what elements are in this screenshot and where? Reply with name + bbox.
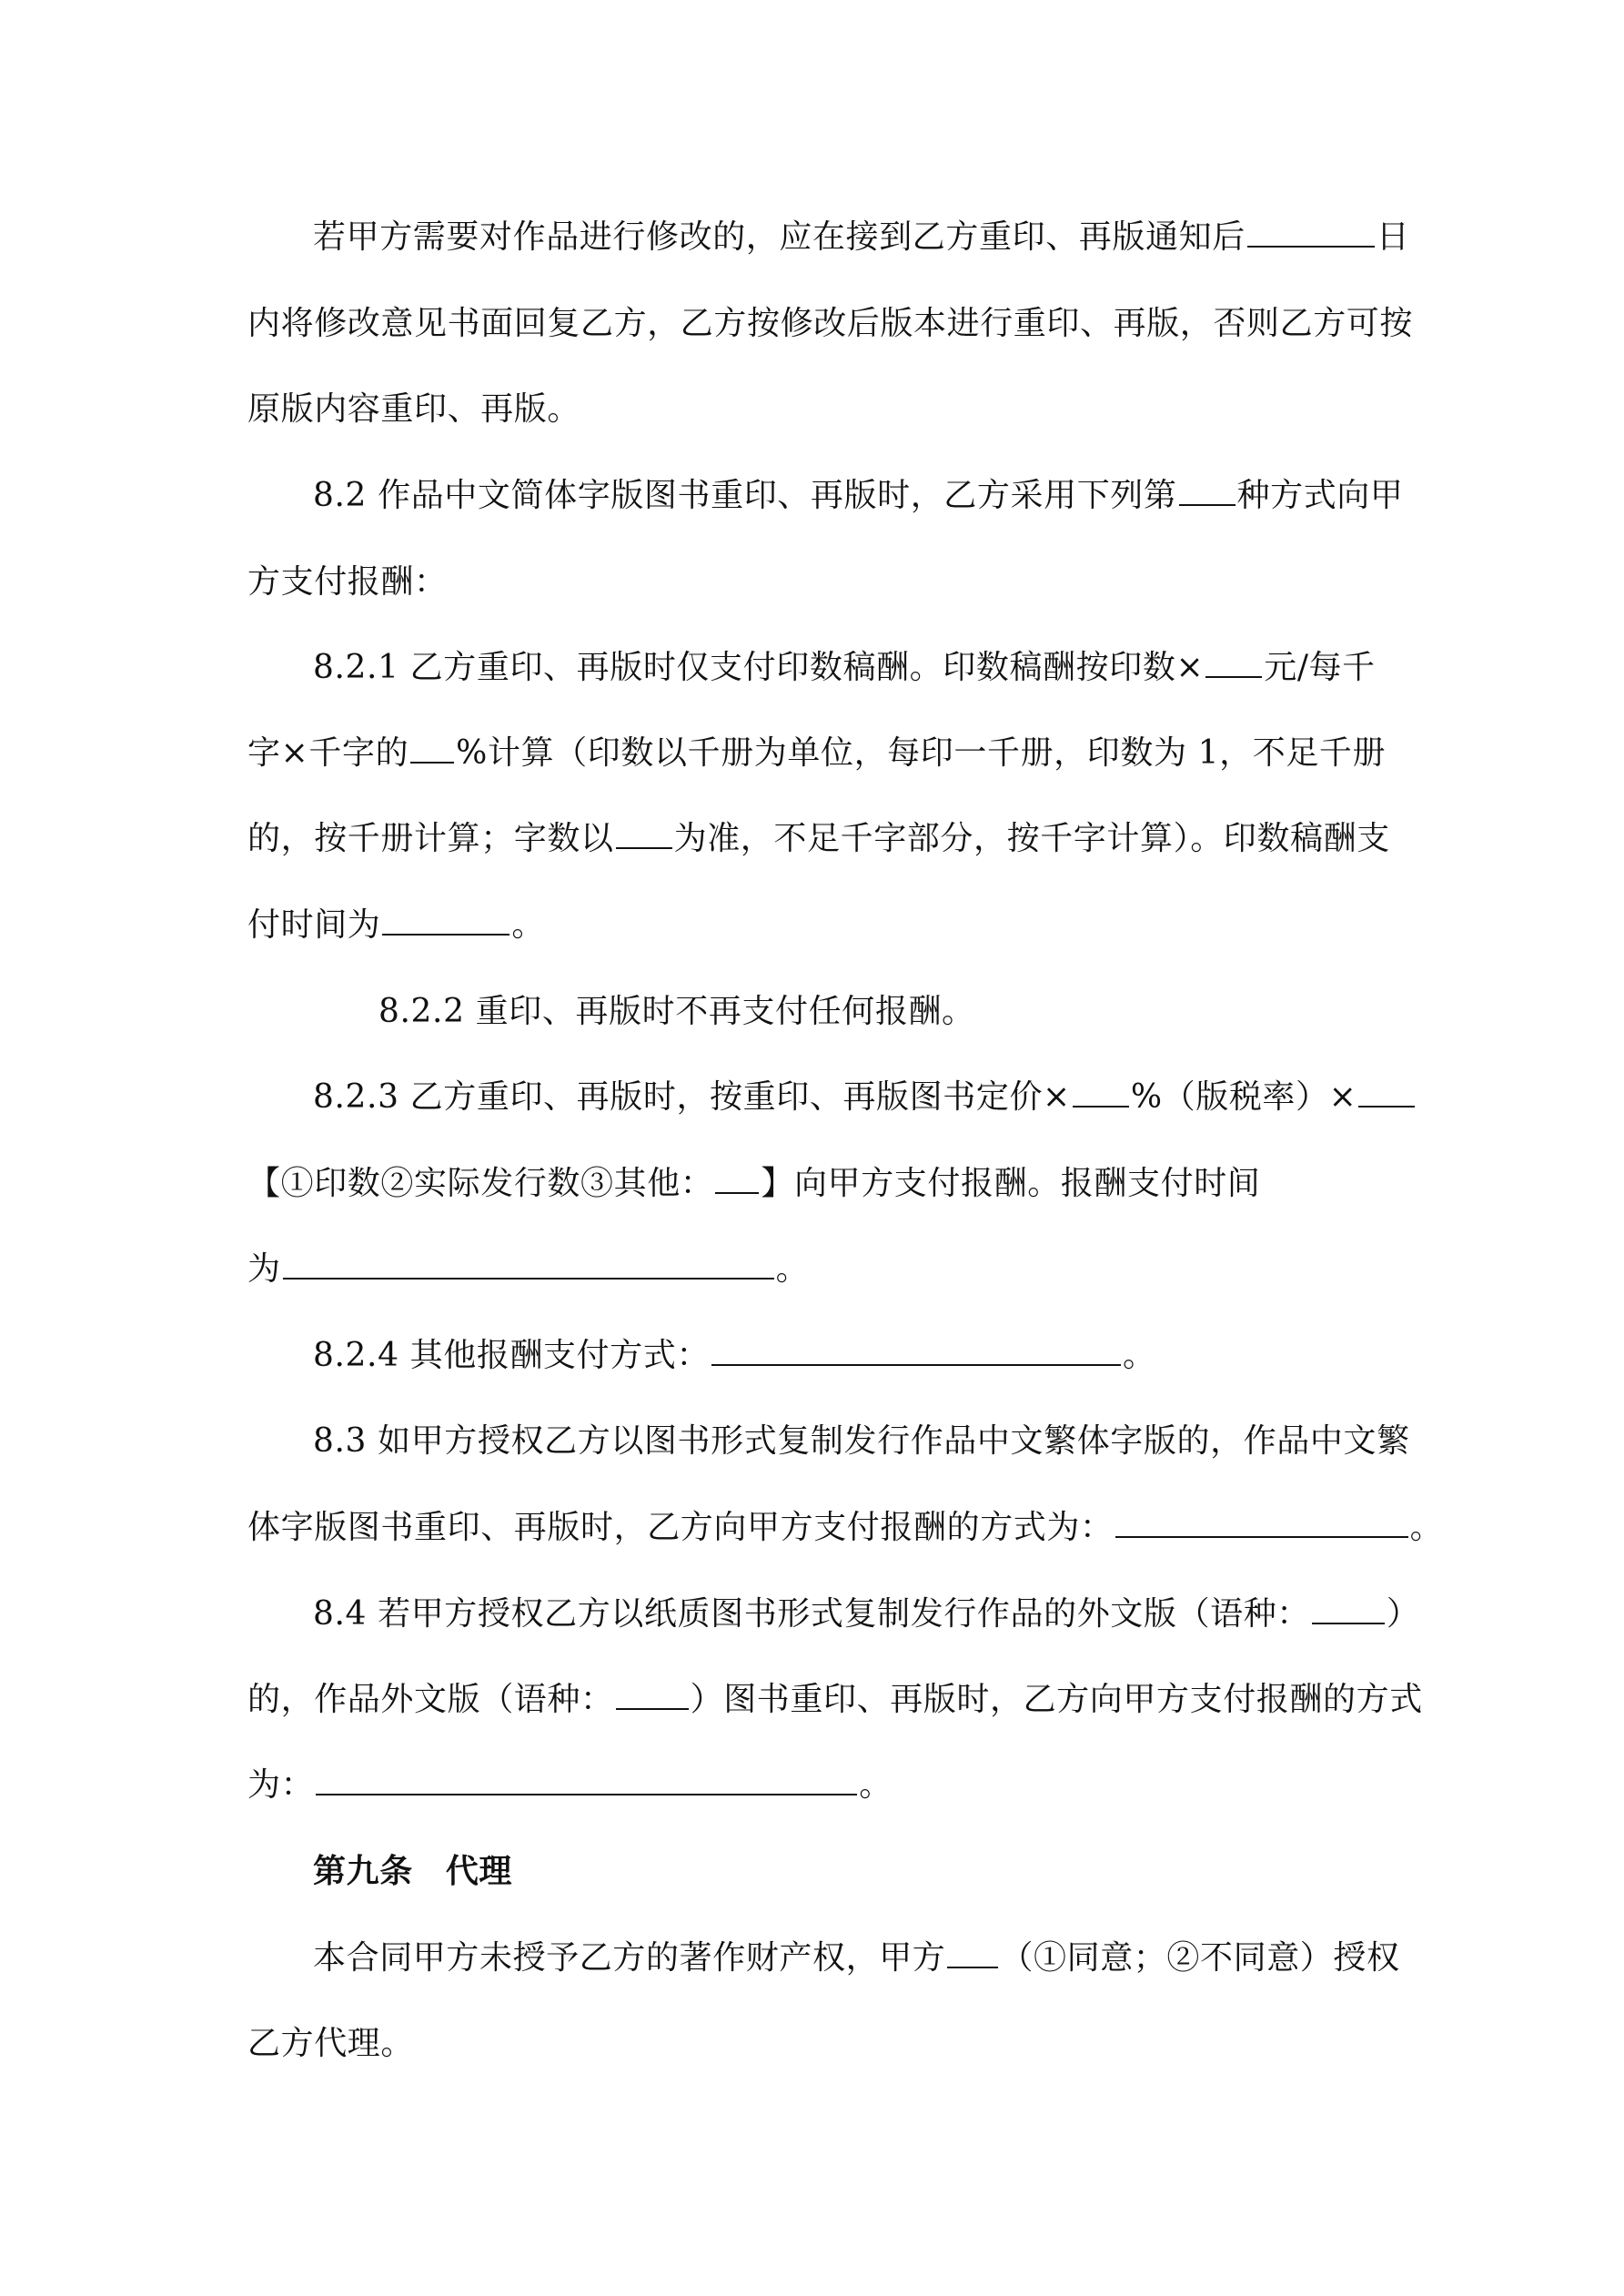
fill-blank[interactable] (616, 1681, 689, 1710)
text: 8.2 作品中文简体字版图书重印、再版时，乙方采用下列第 (313, 477, 1177, 514)
clause-8-2 (313, 476, 1405, 516)
text: 为： (247, 1766, 315, 1804)
fill-blank[interactable] (711, 1337, 1121, 1366)
fill-blank[interactable] (616, 820, 672, 849)
text: 。 (775, 1250, 810, 1288)
text: （①同意；②不同意）授权 (1000, 1939, 1400, 1977)
text: 原版内容重印、再版。 (247, 390, 581, 428)
text: 字×千字的 (247, 734, 409, 772)
text: 。 (511, 906, 546, 944)
text: 8.3 如甲方授权乙方以图书形式复制发行作品中文繁体字版的，作品中文繁 (313, 1422, 1410, 1460)
paragraph-line (247, 1680, 1423, 1720)
text: 的，按千册计算；字数以 (247, 820, 614, 857)
clause-8-2-3 (313, 1077, 1405, 1118)
paragraph-line (247, 2024, 1403, 2064)
text: 的，作品外文版（语种： (247, 1681, 614, 1718)
clause-8-2-2 (378, 992, 1407, 1032)
text: 。 (1409, 1509, 1444, 1546)
paragraph-line (247, 389, 1403, 430)
text: 8.2.1 乙方重印、再版时仅支付印数稿酬。印数稿酬按印数× (313, 649, 1205, 686)
text: 本合同甲方未授予乙方的著作财产权，甲方 (313, 1939, 946, 1977)
paragraph-line (247, 819, 1403, 859)
paragraph-line (247, 905, 1403, 946)
paragraph-line (247, 562, 1403, 602)
fill-blank[interactable] (1115, 1509, 1408, 1538)
paragraph-line (247, 304, 1414, 344)
fill-blank[interactable] (1179, 477, 1236, 506)
paragraph-line (247, 733, 1403, 774)
fill-blank[interactable] (1312, 1595, 1385, 1624)
text: 方支付报酬： (247, 563, 448, 601)
text: 付时间为 (247, 906, 381, 944)
text: 8.2.2 重印、再版时不再支付任何报酬。 (378, 993, 975, 1030)
text: 。 (1123, 1337, 1156, 1374)
fill-blank[interactable] (410, 734, 454, 764)
fill-blank[interactable] (947, 1939, 998, 1968)
text: %计算（印数以千册为单位，每印一千册，印数为 1，不足千册 (456, 734, 1387, 772)
paragraph-line (247, 1765, 1403, 1805)
text: 体字版图书重印、再版时，乙方向甲方支付报酬的方式为： (247, 1509, 1114, 1546)
heading-title: 代理 (445, 1853, 513, 1890)
text: 内将修改意见书面回复乙方，乙方按修改后版本进行重印、再版，否则乙方可按 (247, 305, 1414, 342)
text: 】向甲方支付报酬。报酬支付时间 (761, 1165, 1261, 1202)
text: 8.4 若甲方授权乙方以纸质图书形式复制发行作品的外文版（语种： (313, 1595, 1310, 1633)
paragraph-line (247, 1508, 1444, 1548)
text: 为 (247, 1250, 281, 1288)
text: ） (1386, 1595, 1420, 1633)
text: 种方式向甲 (1236, 477, 1404, 514)
text: 若甲方需要对作品进行修改的，应在接到乙方重印、再版通知后 (313, 218, 1246, 256)
text: 【①印数②实际发行数③其他： (247, 1165, 714, 1202)
paragraph-line (247, 1249, 1403, 1290)
clause-8-4 (313, 1594, 1420, 1634)
fill-blank[interactable] (382, 906, 509, 936)
fill-blank[interactable] (1247, 218, 1375, 248)
text: 日 (1376, 218, 1410, 256)
heading-number: 第九条 (313, 1853, 413, 1890)
clause-8-2-1 (313, 648, 1405, 688)
article-9-body (313, 1938, 1405, 1978)
fill-blank[interactable] (283, 1250, 774, 1279)
text: %（版税率）× (1130, 1078, 1357, 1116)
fill-blank[interactable] (1205, 649, 1262, 678)
text: 。 (859, 1766, 893, 1804)
article-9-heading (313, 1852, 1405, 1892)
fill-blank[interactable] (1073, 1078, 1129, 1108)
fill-blank[interactable] (1358, 1078, 1415, 1108)
text: ）图书重印、再版时，乙方向甲方支付报酬的方式 (690, 1681, 1423, 1718)
fill-blank[interactable] (316, 1766, 857, 1795)
paragraph-line (247, 1164, 1403, 1204)
text: 8.2.4 其他报酬支付方式： (313, 1337, 711, 1374)
text: 为准，不足千字部分，按千字计算）。印数稿酬支 (673, 820, 1390, 857)
fill-blank[interactable] (715, 1165, 759, 1194)
text: 乙方代理。 (247, 2025, 415, 2062)
text: 8.2.3 乙方重印、再版时，按重印、再版图书定价× (313, 1078, 1071, 1116)
paragraph-line (313, 217, 1410, 258)
clause-8-3 (313, 1421, 1410, 1462)
clause-8-2-4 (313, 1336, 1405, 1376)
text: 元/每千 (1264, 649, 1376, 686)
